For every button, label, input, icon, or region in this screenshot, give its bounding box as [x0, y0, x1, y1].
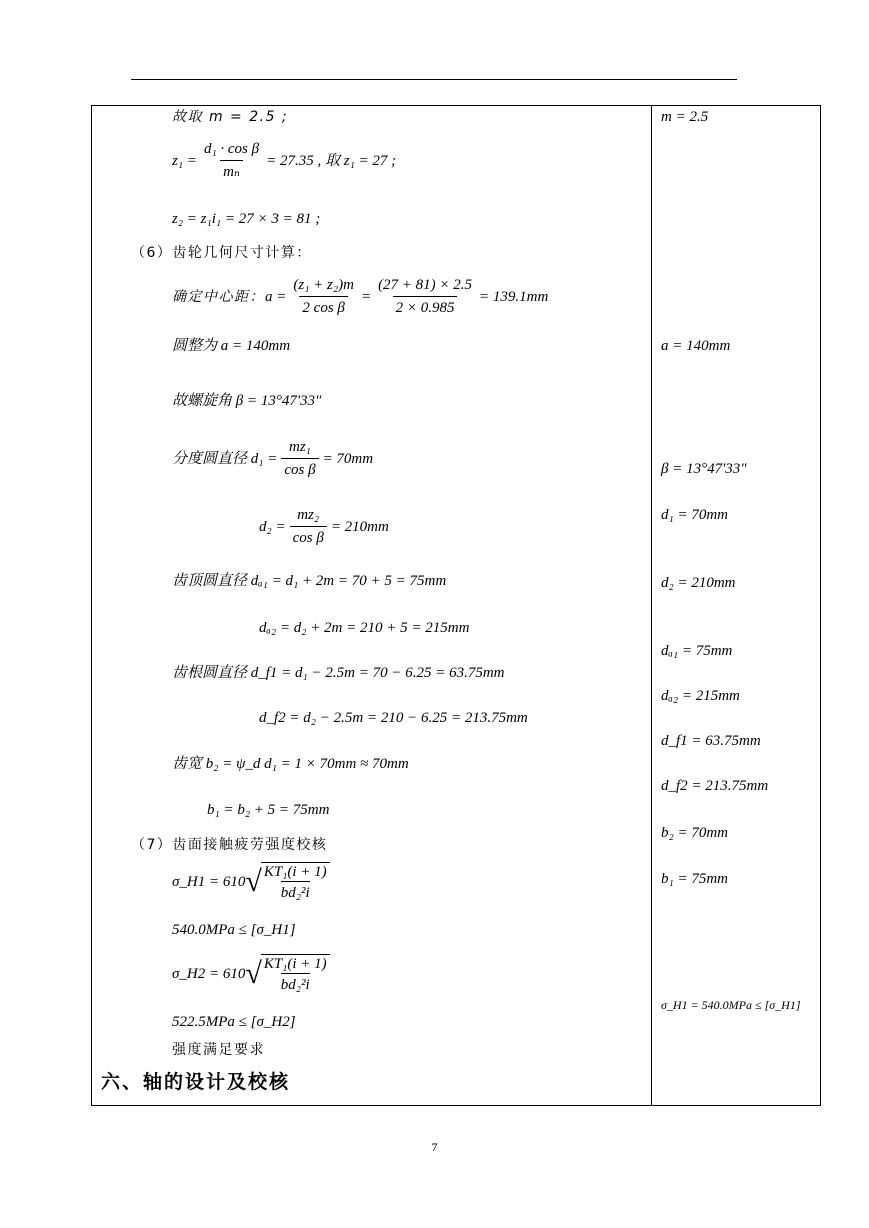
d1-formula: 分度圆直径 d₁ = $\frac{\text{mz₁}}{\text{cos β}}$ = 70mm — [172, 439, 374, 478]
sigma-h1-value: 540.0MPa ≤ [σ_H1] — [172, 922, 296, 938]
z1-fraction: $\frac{\text{d₁ · cos β}}{\text{mₙ}}$ — [203, 141, 260, 180]
d2-fraction: $\frac{\text{mz₂}}{\text{cos β}}$ — [290, 506, 327, 547]
result-sigma: σ_H1 = 540.0MPa ≤ [σ_H1] — [661, 998, 801, 1012]
sigma-h2-value: 522.5MPa ≤ [σ_H2] — [172, 1014, 296, 1030]
strength-ok: 强度满足要求 — [172, 1042, 265, 1058]
center-fraction-1: $\frac{\text{(z₁ + z₂)m}}{\text{2 cos β}}$ — [293, 277, 354, 316]
center-distance-formula: 确定中心距： a = $\frac{\text{(z₁ + z₂)m}}{\text{2 cos β}}$ = $\frac{(27 + 81) \times 2.5}{2 \times 0.985}$ = 139.1mm — [172, 277, 549, 316]
b1-formula: b₁ = b₂ + 5 = 75mm — [207, 802, 330, 818]
df1-formula: 齿根圆直径 d_f1 = d₁ − 2.5m = 70 − 6.25 = 63.75mm — [172, 665, 505, 681]
sigma-h1-formula: σ_H1 = 610 √ KT₁(i + 1) bd₂²i — [172, 862, 330, 902]
b2-formula: 齿宽 b₂ = ψ_d d₁ = 1 × 70mm ≈ 70mm — [172, 756, 409, 772]
result-df1: d_f1 = 63.75mm — [661, 733, 761, 749]
result-d2: d₂ = 210mm — [661, 575, 736, 591]
da2-formula: dₐ₂ = d₂ + 2m = 210 + 5 = 215mm — [259, 620, 470, 636]
df2-formula: d_f2 = d₂ − 2.5m = 210 − 6.25 = 213.75mm — [259, 710, 528, 726]
z1-formula: z₁ = $\frac{\text{d₁ · cos β}}{\text{mₙ}}$ = 27.35 , 取 z₁ = 27 ; — [172, 141, 397, 180]
header-rule — [131, 79, 737, 80]
result-da2: dₐ₂ = 215mm — [661, 688, 740, 704]
round-center-distance: 圆整为 a = 140mm — [172, 338, 291, 354]
result-a: a = 140mm — [661, 338, 731, 354]
helix-angle: 故螺旋角 β = 13°47'33" — [172, 393, 322, 409]
result-m: m = 2.5 — [661, 109, 709, 125]
sigma-h2-formula: σ_H2 = 610 √ KT₁(i + 1) bd₂²i — [172, 954, 330, 994]
section-6-title: （6）齿轮几何尺寸计算： — [131, 245, 312, 261]
z2-formula: z₂ = z₁i₁ = 27 × 3 = 81 ; — [172, 211, 321, 227]
result-b1: b₁ = 75mm — [661, 871, 729, 887]
result-da1: dₐ₁ = 75mm — [661, 643, 733, 659]
result-df2: d_f2 = 213.75mm — [661, 778, 769, 794]
sqrt-2: √ KT₁(i + 1) bd₂²i — [245, 954, 329, 994]
section-7-title: （7）齿面接触疲劳强度校核 — [131, 837, 328, 853]
column-divider — [651, 105, 652, 1106]
result-beta: β = 13°47'33" — [661, 461, 747, 477]
result-b2: b₂ = 70mm — [661, 825, 729, 841]
page-number: 7 — [431, 1140, 438, 1154]
da1-formula: 齿顶圆直径 dₐ₁ = d₁ + 2m = 70 + 5 = 75mm — [172, 573, 447, 589]
result-d1: d₁ = 70mm — [661, 507, 729, 523]
choose-module-line: 故取 m = 2.5 ; — [172, 109, 289, 125]
d2-formula: d₂ = $\frac{\text{mz₂}}{\text{cos β}}$ = 210mm — [259, 507, 389, 546]
center-fraction-2: $\frac{(27 + 81) \times 2.5}{2 \times 0.985}$ — [378, 277, 473, 316]
sqrt-1: √ KT₁(i + 1) bd₂²i — [245, 862, 329, 902]
section-heading: 六、轴的设计及校核 — [101, 1071, 291, 1093]
d1-fraction: $\frac{\text{mz₁}}{\text{cos β}}$ — [281, 438, 318, 479]
